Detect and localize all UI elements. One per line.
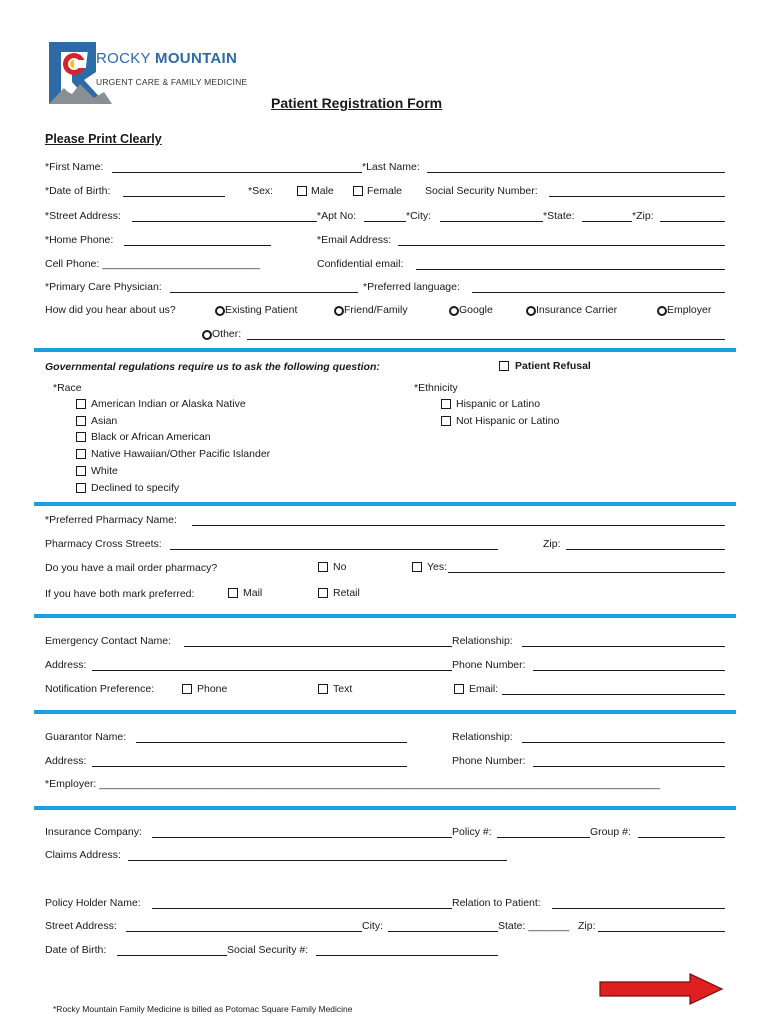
male-checkbox[interactable] [297,186,307,196]
mail-order-yes-checkbox[interactable] [412,562,422,572]
mail-order-label: Do you have a mail order pharmacy? [45,562,218,574]
race-option: Black or African American [91,431,211,443]
race-option: American Indian or Alaska Native [91,398,246,410]
apt-label: *Apt No: [317,210,357,222]
cell-phone-label[interactable]: Cell Phone: ___________________________ [45,258,260,270]
policy-field[interactable] [497,837,590,838]
ethnicity-checkbox[interactable] [441,416,451,426]
section-divider [34,502,736,506]
notif-email-field[interactable] [502,694,725,695]
street-field[interactable] [132,221,317,222]
guarantor-relationship-field[interactable] [522,742,725,743]
ec-name-label: Emergency Contact Name: [45,635,172,647]
race-checkbox[interactable] [76,449,86,459]
google-radio[interactable] [449,306,459,316]
ec-relationship-label: Relationship: [452,635,513,647]
holder-city-field[interactable] [388,931,498,932]
mail-order-yes-field[interactable] [448,572,725,573]
employer-label: Employer [667,304,712,316]
female-label: Female [367,185,403,197]
ethnicity-option: Hispanic or Latino [456,398,541,410]
holder-zip-field[interactable] [598,931,725,932]
print-clearly-heading: Please Print Clearly [45,132,162,146]
claims-label: Claims Address: [45,849,121,861]
other-label: Other: [212,328,242,340]
ec-address-label: Address: [45,659,87,671]
google-label: Google [459,304,493,316]
both-preferred-label: If you have both mark preferred: [45,588,195,600]
state-field[interactable] [582,221,632,222]
group-field[interactable] [638,837,725,838]
conf-email-field[interactable] [416,269,725,270]
ec-phone-field[interactable] [533,670,725,671]
first-name-field[interactable] [112,172,362,173]
holder-zip-label: Zip: [578,920,596,932]
other-radio[interactable] [202,330,212,340]
pcp-label: *Primary Care Physician: [45,281,162,293]
apt-field[interactable] [364,221,406,222]
guarantor-address-label: Address: [45,755,87,767]
relation-field[interactable] [552,908,725,909]
holder-field[interactable] [152,908,452,909]
hear-label: How did you hear about us? [45,304,176,316]
holder-dob-label: Date of Birth: [45,944,107,956]
group-label: Group #: [590,826,631,838]
conf-email-label: Confidential email: [317,258,404,270]
pref-lang-field[interactable] [472,292,725,293]
ethnicity-option: Not Hispanic or Latino [456,415,560,427]
holder-street-field[interactable] [126,931,362,932]
zip-label: *Zip: [632,210,654,222]
sex-label: *Sex: [248,185,274,197]
race-option: Asian [91,415,118,427]
notif-text-checkbox[interactable] [318,684,328,694]
state-label: *State: [543,210,575,222]
guarantor-phone-label: Phone Number: [452,755,526,767]
patient-refusal-checkbox[interactable] [499,361,509,371]
dob-label: *Date of Birth: [45,185,111,197]
mail-checkbox[interactable] [228,588,238,598]
logo-line2: URGENT CARE & FAMILY MEDICINE [96,77,248,87]
race-option: White [91,465,118,477]
holder-state-label[interactable]: State: _______ [498,920,570,932]
retail-label: Retail [333,587,360,599]
pharmacy-zip-field[interactable] [566,549,725,550]
race-checkbox[interactable] [76,483,86,493]
cross-streets-field[interactable] [170,549,498,550]
race-checkbox[interactable] [76,399,86,409]
ec-phone-label: Phone Number: [452,659,526,671]
holder-street-label: Street Address: [45,920,117,932]
ec-name-field[interactable] [184,646,452,647]
ins-company-field[interactable] [152,837,452,838]
guarantor-relationship-label: Relationship: [452,731,513,743]
female-checkbox[interactable] [353,186,363,196]
ins-company-label: Insurance Company: [45,826,142,838]
email-field[interactable] [398,245,725,246]
zip-field[interactable] [660,221,725,222]
mail-label: Mail [243,587,263,599]
other-field[interactable] [247,339,725,340]
home-phone-label: *Home Phone: [45,234,114,246]
city-field[interactable] [440,221,543,222]
street-label: *Street Address: [45,210,121,222]
employer-radio[interactable] [657,306,667,316]
first-name-label: *First Name: [45,161,104,173]
logo [46,40,248,108]
ec-relationship-field[interactable] [522,646,725,647]
ec-address-field[interactable] [92,670,452,671]
guarantor-address-field[interactable] [92,766,407,767]
race-checkbox[interactable] [76,416,86,426]
notif-email-label: Email: [469,683,499,695]
dob-field[interactable] [123,196,225,197]
policy-label: Policy #: [452,826,492,838]
mail-order-no-label: No [333,561,347,573]
holder-label: Policy Holder Name: [45,897,141,909]
mail-order-no-checkbox[interactable] [318,562,328,572]
notif-phone-checkbox[interactable] [182,684,192,694]
ethnicity-checkbox[interactable] [441,399,451,409]
employer-field[interactable]: *Employer: ________________________________________________________________________________________________ [45,778,660,790]
relation-label: Relation to Patient: [452,897,541,909]
notif-text-label: Text [333,683,353,695]
pcp-field[interactable] [170,292,358,293]
section-divider [34,710,736,714]
existing-patient-radio[interactable] [215,306,225,316]
claims-field[interactable] [128,860,507,861]
pref-lang-label: *Preferred language: [363,281,460,293]
ssn-field[interactable] [549,196,725,197]
pharmacy-label: *Preferred Pharmacy Name: [45,514,177,526]
logo-line1-a: ROCKY [96,50,151,67]
existing-patient-label: Existing Patient [225,304,298,316]
friend-family-radio[interactable] [334,306,344,316]
footer-note: *Rocky Mountain Family Medicine is billed as Potomac Square Family Medicine [53,1004,353,1014]
insurance-carrier-radio[interactable] [526,306,536,316]
cross-streets-label: Pharmacy Cross Streets: [45,538,162,550]
section-divider [34,614,736,618]
home-phone-field[interactable] [124,245,271,246]
ethnicity-label: *Ethnicity [414,382,458,394]
guarantor-field[interactable] [136,742,407,743]
race-label: *Race [53,382,82,394]
page-title: Patient Registration Form [271,95,443,111]
retail-checkbox[interactable] [318,588,328,598]
section-divider [34,806,736,810]
guarantor-label: Guarantor Name: [45,731,127,743]
ssn-label: Social Security Number: [425,185,538,197]
holder-city-label: City: [362,920,383,932]
holder-ssn-label: Social Security #: [227,944,309,956]
friend-family-label: Friend/Family [344,304,408,316]
next-page-arrow-icon[interactable] [598,972,726,1006]
notif-pref-label: Notification Preference: [45,683,155,695]
holder-ssn-field[interactable] [316,955,498,956]
notif-email-checkbox[interactable] [454,684,464,694]
pharmacy-field[interactable] [192,525,725,526]
last-name-field[interactable] [427,172,725,173]
pharmacy-zip-label: Zip: [543,538,561,550]
section-divider [34,348,736,352]
last-name-label: *Last Name: [362,161,420,173]
race-checkbox[interactable] [76,432,86,442]
mail-order-yes-label: Yes: [427,561,448,573]
insurance-carrier-label: Insurance Carrier [536,304,618,316]
email-label: *Email Address: [317,234,392,246]
city-label: *City: [406,210,432,222]
race-option: Declined to specify [91,482,180,494]
holder-dob-field[interactable] [117,955,227,956]
notif-phone-label: Phone [197,683,228,695]
gov-reg-label: Governmental regulations require us to ask the following question: [45,361,380,373]
patient-refusal-label: Patient Refusal [515,360,591,372]
guarantor-phone-field[interactable] [533,766,725,767]
race-option: Native Hawaiian/Other Pacific Islander [91,448,271,460]
male-label: Male [311,185,334,197]
logo-line1-b: MOUNTAIN [155,50,238,67]
race-checkbox[interactable] [76,466,86,476]
